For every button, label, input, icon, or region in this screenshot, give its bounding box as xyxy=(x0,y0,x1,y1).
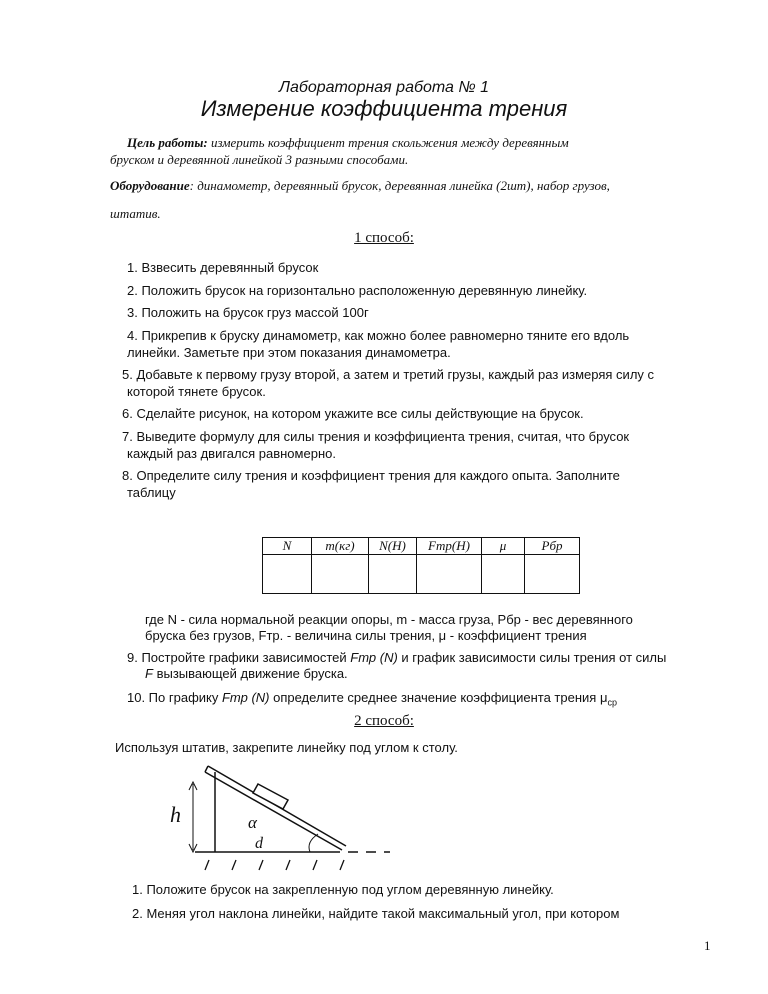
table-cell[interactable] xyxy=(482,555,525,594)
method1-item: таблицу xyxy=(127,485,176,500)
equipment-text: : динамометр, деревянный брусок, деревянная линейка (2шт), набор грузов, xyxy=(189,178,610,193)
results-table xyxy=(262,537,580,594)
distance-label: d xyxy=(255,835,263,852)
method2-intro: Используя штатив, закрепите линейку под углом к столу. xyxy=(115,740,458,755)
method1-item: 7. Выведите формулу для силы трения и коэффициента трения, считая, что брусок xyxy=(122,429,630,444)
table-cell[interactable] xyxy=(263,555,312,594)
incline-diagram xyxy=(160,762,390,876)
page-title: Измерение коэффициента трения xyxy=(200,96,568,121)
equipment-line-2: штатив. xyxy=(110,206,161,221)
goal-label: Цель работы: xyxy=(127,135,208,150)
method2-heading: 2 способ: xyxy=(354,713,414,729)
method1-item: каждый раз двигался равномерно. xyxy=(127,446,336,461)
item9-text: и график зависимости силы трения от силы xyxy=(397,650,667,665)
method2-item: 2. Меняя угол наклона линейки, найдите такой максимальный угол, при котором xyxy=(132,906,620,921)
method1-item: 2. Положить брусок на горизонтально расположенную деревянную линейку. xyxy=(127,283,588,298)
table-header-row xyxy=(263,538,580,555)
equipment-line-1 xyxy=(110,178,610,194)
goal-line-1 xyxy=(127,135,569,151)
goal-line-2: бруском и деревянной линейкой 3 разными способами. xyxy=(110,152,409,167)
table-cell[interactable] xyxy=(417,555,482,594)
legend-line-1: где N - сила нормальной реакции опоры, m - масса груза, Pбр - вес деревянного xyxy=(145,612,633,627)
table-cell[interactable] xyxy=(369,555,417,594)
method1-heading: 1 способ: xyxy=(354,230,414,246)
item9-text: 9. Постройте графики зависимостей xyxy=(127,650,351,665)
col-header: N xyxy=(263,538,312,555)
col-header: μ xyxy=(482,538,525,555)
method1-item: 8. Определите силу трения и коэффициент трения для каждого опыта. Заполните xyxy=(122,468,620,483)
col-header: N(Н) xyxy=(369,538,417,555)
height-label: h xyxy=(170,802,181,827)
table-cell[interactable] xyxy=(525,555,580,594)
page-number: 1 xyxy=(704,938,711,953)
item9-line-1 xyxy=(127,650,666,665)
method1-item: 1. Взвесить деревянный брусок xyxy=(127,260,319,275)
col-header: m(кг) xyxy=(312,538,369,555)
method2-item: 1. Положите брусок на закрепленную под углом деревянную линейку. xyxy=(132,882,554,897)
item10-line xyxy=(127,690,617,708)
method1-item: которой тянете брусок. xyxy=(127,384,266,399)
item9-line-2 xyxy=(145,666,348,681)
item10-text: определите среднее значение коэффициента трения μ xyxy=(269,690,608,705)
legend-line-2: бруска без грузов, Fтр. - величина силы трения, μ - коэффициент трения xyxy=(145,628,587,643)
table-row xyxy=(263,555,580,594)
method1-item: 4. Прикрепив к бруску динамометр, как можно более равномерно тяните его вдоль xyxy=(127,328,630,343)
equipment-label: Оборудование xyxy=(110,178,190,193)
item10-formula: Fтр (N) xyxy=(221,690,270,705)
item10-text: 10. По графику xyxy=(127,690,222,705)
col-header: Fтр(Н) xyxy=(417,538,482,555)
method1-item: 3. Положить на брусок груз массой 100г xyxy=(127,305,369,320)
item9-formula: F xyxy=(145,666,153,681)
lab-label: Лабораторная работа № 1 xyxy=(278,79,490,96)
col-header: Pбр xyxy=(525,538,580,555)
goal-text: измерить коэффициент трения скольжения между деревянным xyxy=(207,135,569,150)
method1-item: 5. Добавьте к первому грузу второй, а затем и третий грузы, каждый раз измеряя силу с xyxy=(122,367,655,382)
method1-item: 6. Сделайте рисунок, на котором укажите все силы действующие на брусок. xyxy=(122,406,584,421)
method1-item: линейки. Заметьте при этом показания динамометра. xyxy=(127,345,451,360)
angle-label: α xyxy=(248,813,257,832)
item10-sub: ср xyxy=(607,697,617,708)
table-cell[interactable] xyxy=(312,555,369,594)
item9-text: вызывающей движение бруска. xyxy=(152,666,348,681)
item9-formula: Fтр (N) xyxy=(350,650,398,665)
